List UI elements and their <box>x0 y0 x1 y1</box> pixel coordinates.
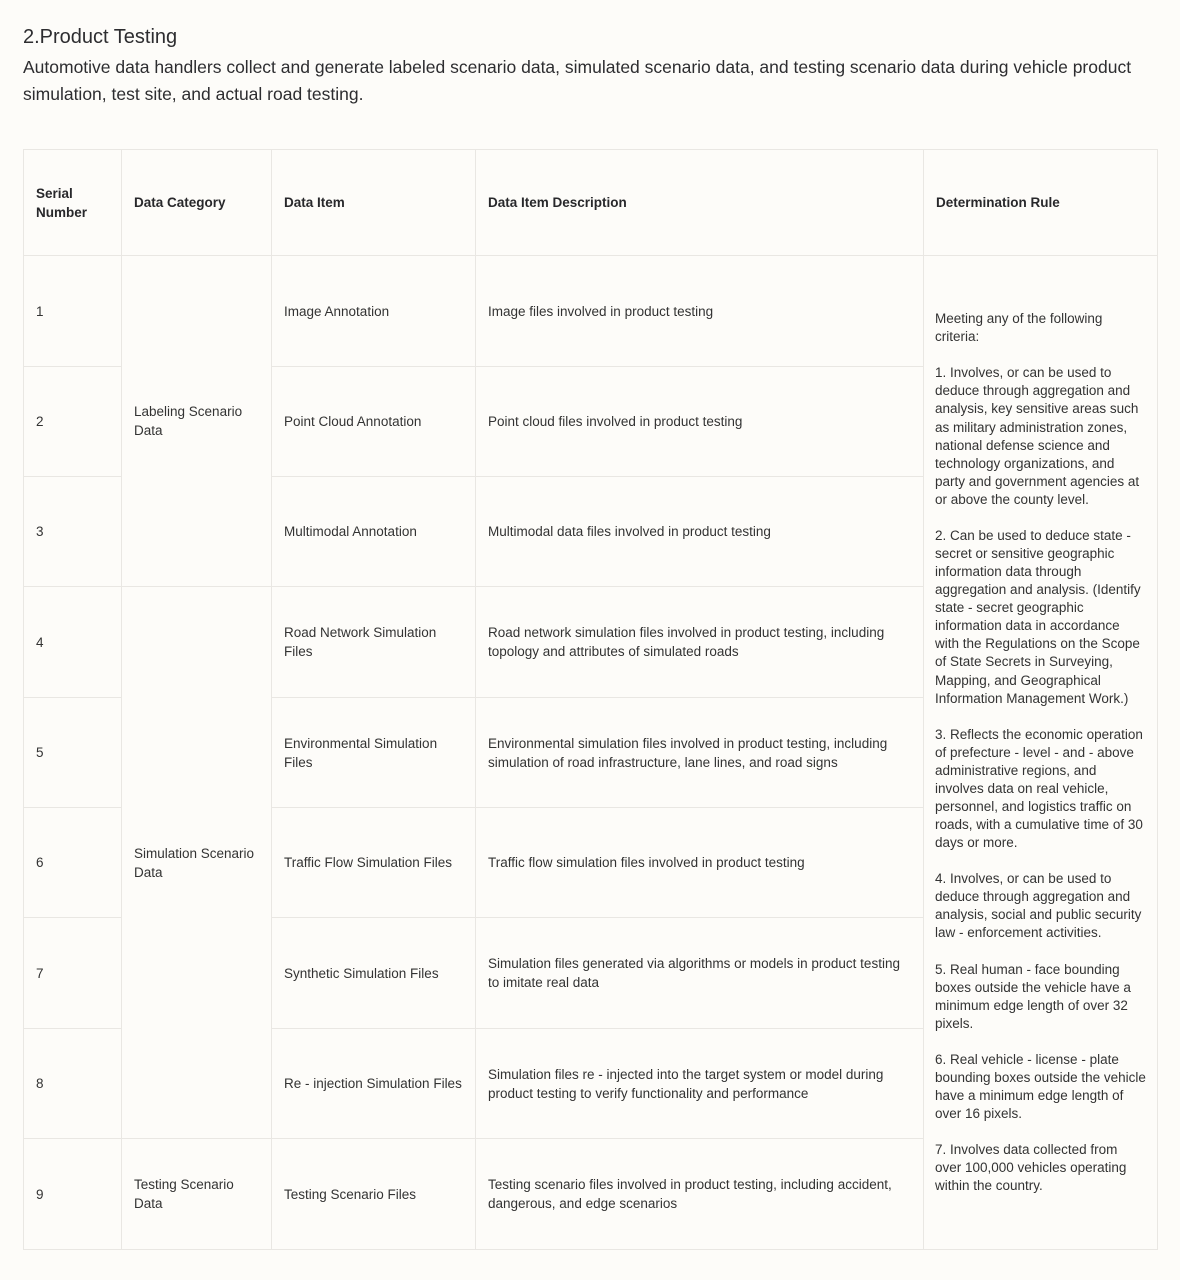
serial-cell: 6 <box>24 808 122 918</box>
description-cell: Traffic flow simulation files involved in product testing <box>476 808 924 918</box>
column-header-serial-number: Serial Number <box>24 150 122 256</box>
serial-cell: 4 <box>24 587 122 698</box>
header-row <box>24 150 1158 256</box>
item-cell: Multimodal Annotation <box>272 477 476 587</box>
category-cell-testing-scenario-data: Testing Scenario Data <box>122 1139 272 1250</box>
serial-cell: 8 <box>24 1029 122 1139</box>
description-cell: Road network simulation files involved in product testing, including topology and attributes of simulated roads <box>476 587 924 698</box>
item-cell: Traffic Flow Simulation Files <box>272 808 476 918</box>
product-testing-table <box>23 149 1158 1250</box>
item-cell: Synthetic Simulation Files <box>272 918 476 1029</box>
description-cell: Image files involved in product testing <box>476 256 924 367</box>
serial-cell: 9 <box>24 1139 122 1250</box>
description-cell: Simulation files re - injected into the target system or model during product testing to verify functionality and performance <box>476 1029 924 1139</box>
serial-cell: 3 <box>24 477 122 587</box>
description-cell: Testing scenario files involved in product testing, including accident, dangerous, and edge scenarios <box>476 1139 924 1250</box>
item-cell: Road Network Simulation Files <box>272 587 476 698</box>
column-header-data-category: Data Category <box>122 150 272 256</box>
rule-paragraph: 3. Reflects the economic operation of prefecture - level - and - above administrative regions, and involves data on real vehicle, personnel, and logistics traffic on roads, with a cumulative time of 30 days or more. <box>935 726 1143 851</box>
description-cell: Environmental simulation files involved in product testing, including simulation of road infrastructure, lane lines, and road signs <box>476 698 924 808</box>
item-cell: Point Cloud Annotation <box>272 367 476 477</box>
intro-paragraph: Automotive data handlers collect and generate labeled scenario data, simulated scenario data, and testing scenario data during vehicle product simulation, test site, and actual road testing. <box>23 57 1132 105</box>
serial-cell: 7 <box>24 918 122 1029</box>
column-header-determination-rule: Determination Rule <box>924 150 1158 256</box>
category-cell-labeling-scenario-data: Labeling Scenario Data <box>122 256 272 587</box>
serial-cell: 2 <box>24 367 122 477</box>
category-cell-simulation-scenario-data: Simulation Scenario Data <box>122 587 272 1139</box>
determination-rule-cell <box>924 256 1158 1250</box>
column-header-data-item-description: Data Item Description <box>476 150 924 256</box>
rule-paragraph: Meeting any of the following criteria: <box>935 311 1103 345</box>
page-title: 2.Product Testing <box>23 26 178 48</box>
rule-paragraph: 5. Real human - face bounding boxes outside the vehicle have a minimum edge length of over 32 pixels. <box>935 961 1131 1031</box>
description-cell: Multimodal data files involved in product testing <box>476 477 924 587</box>
item-cell: Image Annotation <box>272 256 476 367</box>
item-cell: Environmental Simulation Files <box>272 698 476 808</box>
rule-paragraph: 2. Can be used to deduce state - secret or sensitive geographic information data through aggregation and analysis. (Identify state - secret geographic information data in accordance with the Regulations on the Scope of State Secrets in Surveying, Mapping, and Geographical Information Management Work.) <box>935 527 1141 706</box>
rule-paragraph: 6. Real vehicle - license - plate bounding boxes outside the vehicle have a minimum edge length of over 16 pixels. <box>935 1051 1146 1122</box>
rule-paragraph: 1. Involves, or can be used to deduce through aggregation and analysis, key sensitive areas such as military administration zones, national defense science and technology organizations, and party and government agencies at or above the county level. <box>935 365 1140 507</box>
description-cell: Point cloud files involved in product testing <box>476 367 924 477</box>
column-header-data-item: Data Item <box>272 150 476 256</box>
table-row <box>24 256 1158 367</box>
rule-paragraph: 4. Involves, or can be used to deduce through aggregation and analysis, social and public security law - enforcement activities. <box>935 871 1142 941</box>
item-cell: Re - injection Simulation Files <box>272 1029 476 1139</box>
item-cell: Testing Scenario Files <box>272 1139 476 1250</box>
description-cell: Simulation files generated via algorithms or models in product testing to imitate real data <box>476 918 924 1029</box>
rule-paragraph: 7. Involves data collected from over 100,000 vehicles operating within the country. <box>935 1142 1127 1194</box>
serial-cell: 5 <box>24 698 122 808</box>
serial-cell: 1 <box>24 256 122 367</box>
